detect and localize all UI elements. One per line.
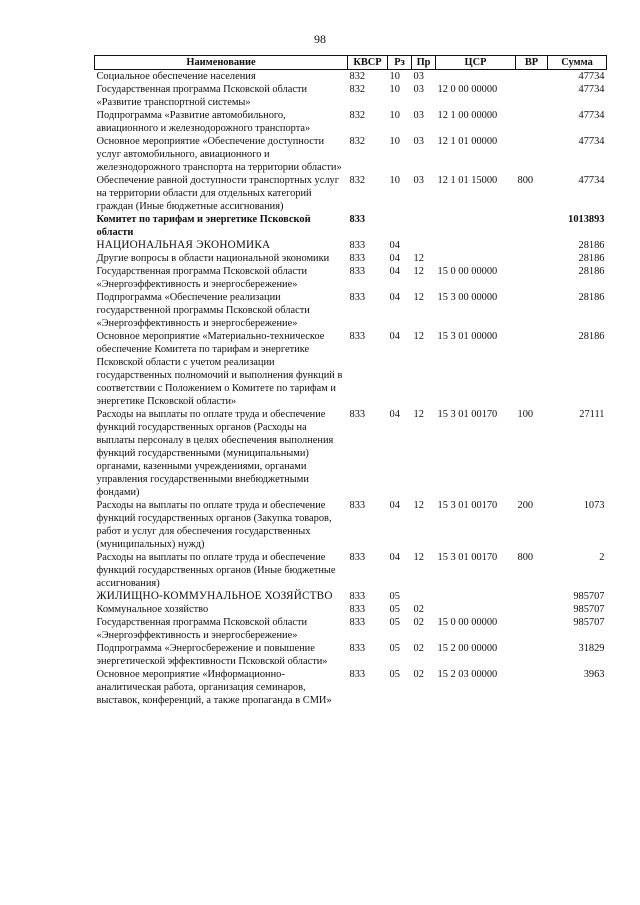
row-pr: 12 (413, 552, 424, 563)
row-rz: 04 (389, 409, 400, 420)
row-kvsr: 833 (349, 669, 366, 680)
row-pr: 03 (413, 71, 424, 82)
row-rz: 04 (389, 253, 400, 264)
row-csr: 15 3 01 00000 (437, 331, 498, 342)
row-kvsr: 833 (349, 214, 366, 225)
row-sum: 47734 (578, 175, 605, 186)
row-rz: 10 (389, 175, 400, 186)
row-pr: 12 (413, 409, 424, 420)
row-pr: 03 (413, 175, 424, 186)
row-name: Подпрограмма «Энергосбережение и повышение энергетической эффективности Псковской области» (96, 643, 328, 667)
row-vr (516, 135, 548, 174)
row-sum: 47734 (578, 71, 605, 82)
row-kvsr: 833 (349, 500, 366, 511)
row-csr: 15 3 00 00000 (437, 292, 498, 303)
row-name: Основное мероприятие «Материально-техническое обеспечение Комитета по тарифам и энергетике Псковской области с учетом реализации государственных полномочий и выполнения функций в соответствии с Положением о Комитете по тарифам и энергетике Псковской области» (96, 331, 343, 407)
row-csr: 15 0 00 00000 (437, 266, 498, 277)
row-sum: 3963 (583, 669, 605, 680)
table-body (95, 70, 607, 708)
table-row (95, 83, 607, 109)
row-rz: 04 (389, 552, 400, 563)
row-kvsr: 833 (349, 253, 366, 264)
row-kvsr: 833 (349, 552, 366, 563)
row-vr: 200 (517, 500, 534, 511)
row-vr (516, 252, 548, 265)
row-vr (516, 213, 548, 239)
row-name: Расходы на выплаты по оплате труда и обеспечение функций государственных органов (Закупка товаров, работ и услуг для обеспечения государственных (муниципальных) нужд) (96, 500, 332, 550)
table-row (95, 213, 607, 239)
row-name: Подпрограмма «Развитие автомобильного, авиационного и железнодорожного транспорта» (96, 110, 311, 134)
row-name: Расходы на выплаты по оплате труда и обеспечение функций государственных органов (Иные бюджетные ассигнования) (96, 552, 336, 589)
row-kvsr: 833 (349, 591, 366, 602)
row-rz: 10 (389, 84, 400, 95)
row-pr: 03 (413, 84, 424, 95)
row-vr (516, 291, 548, 330)
table-row (95, 239, 607, 252)
row-kvsr: 832 (349, 84, 366, 95)
row-sum: 31829 (578, 643, 605, 654)
table-row (95, 174, 607, 213)
row-name: Обеспечение равной доступности транспортных услуг на территории области для отдельных категорий граждан (Иные бюджетные ассигнования) (96, 175, 339, 212)
row-vr (516, 668, 548, 707)
row-rz: 04 (389, 240, 400, 251)
row-vr (516, 109, 548, 135)
header-vr: ВР (516, 56, 548, 70)
header-name: Наименование (95, 56, 348, 70)
row-pr: 12 (413, 253, 424, 264)
page-number: 98 (314, 32, 326, 46)
table-row (95, 291, 607, 330)
row-vr: 100 (517, 409, 534, 420)
row-pr: 12 (413, 292, 424, 303)
row-sum: 47734 (578, 136, 605, 147)
row-rz: 04 (389, 292, 400, 303)
table-row (95, 499, 607, 551)
row-csr (436, 239, 516, 252)
row-pr: 12 (413, 331, 424, 342)
header-pr: Пр (412, 56, 436, 70)
row-sum: 2 (599, 552, 605, 563)
header-csr: ЦСР (436, 56, 516, 70)
row-csr: 12 1 01 00000 (437, 136, 498, 147)
row-rz: 04 (389, 500, 400, 511)
row-sum: 28186 (578, 266, 605, 277)
row-kvsr: 832 (349, 110, 366, 121)
row-sum: 28186 (578, 253, 605, 264)
row-sum: 47734 (578, 110, 605, 121)
row-csr (436, 252, 516, 265)
row-pr: 03 (413, 136, 424, 147)
row-sum: 985707 (573, 604, 605, 615)
row-name: Другие вопросы в области национальной экономики (96, 253, 330, 264)
row-kvsr: 833 (349, 409, 366, 420)
row-name: Государственная программа Псковской области «Развитие транспортной системы» (96, 84, 308, 108)
table-row (95, 109, 607, 135)
row-pr: 02 (413, 617, 424, 628)
header-kvsr: КВСР (348, 56, 388, 70)
row-csr (436, 70, 516, 84)
table-row (95, 70, 607, 84)
row-csr (436, 213, 516, 239)
row-vr (516, 616, 548, 642)
row-rz: 10 (389, 136, 400, 147)
row-kvsr: 832 (349, 175, 366, 186)
row-rz (388, 213, 412, 239)
row-rz: 05 (389, 669, 400, 680)
row-csr: 15 3 01 00170 (437, 552, 498, 563)
table-row (95, 642, 607, 668)
row-sum: 27111 (579, 409, 605, 420)
row-name: Коммунальное хозяйство (96, 604, 209, 615)
row-sum: 985707 (573, 591, 605, 602)
row-pr (412, 239, 436, 252)
row-csr (436, 603, 516, 616)
row-pr: 02 (413, 604, 424, 615)
row-name: Расходы на выплаты по оплате труда и обеспечение функций государственных органов (Расходы на выплаты персоналу в целях обеспечения выполнения функций государственными (муниципальными) органами, казенными учреждениями, органами управления государственными внебюджетными фондами) (96, 409, 334, 498)
row-pr: 02 (413, 643, 424, 654)
row-sum: 985707 (573, 617, 605, 628)
row-vr (516, 330, 548, 408)
table-row (95, 135, 607, 174)
row-vr (516, 603, 548, 616)
row-rz: 10 (389, 71, 400, 82)
row-vr (516, 590, 548, 603)
row-rz: 05 (389, 591, 400, 602)
row-kvsr: 833 (349, 240, 366, 251)
row-csr: 12 1 01 15000 (437, 175, 498, 186)
table-row (95, 265, 607, 291)
row-csr: 15 3 01 00170 (437, 409, 498, 420)
row-sum: 28186 (578, 292, 605, 303)
table-row (95, 408, 607, 499)
row-pr: 02 (413, 669, 424, 680)
table-row (95, 603, 607, 616)
row-name: Государственная программа Псковской области «Энергоэффективность и энергосбережение» (96, 617, 308, 641)
row-pr (412, 590, 436, 603)
table-row (95, 616, 607, 642)
row-csr: 15 2 00 00000 (437, 643, 498, 654)
table-row (95, 590, 607, 603)
row-rz: 05 (389, 643, 400, 654)
row-name: Подпрограмма «Обеспечение реализации государственной программы Псковской области «Энергоэффективность и энергосбережение» (96, 292, 310, 329)
row-vr (516, 642, 548, 668)
row-kvsr: 832 (349, 71, 366, 82)
row-rz: 05 (389, 604, 400, 615)
row-vr (516, 83, 548, 109)
row-sum: 28186 (578, 331, 605, 342)
table-row (95, 252, 607, 265)
row-csr (436, 590, 516, 603)
budget-table (94, 55, 607, 707)
row-kvsr: 832 (349, 136, 366, 147)
row-name: Основное мероприятие «Обеспечение доступности услуг автомобильного, авиационного и железнодорожного транспорта на территории области» (96, 136, 342, 173)
header-rz: Рз (388, 56, 412, 70)
row-csr: 15 3 01 00170 (437, 500, 498, 511)
row-sum: 47734 (578, 84, 605, 95)
row-rz: 04 (389, 266, 400, 277)
row-pr (412, 213, 436, 239)
row-sum: 1073 (583, 500, 605, 511)
row-csr: 15 0 00 00000 (437, 617, 498, 628)
row-name: Социальное обеспечение населения (96, 71, 256, 82)
row-sum: 28186 (578, 240, 605, 251)
table-header (95, 56, 607, 70)
table-row (95, 330, 607, 408)
table-row (95, 551, 607, 590)
row-pr: 12 (413, 500, 424, 511)
row-kvsr: 833 (349, 604, 366, 615)
row-kvsr: 833 (349, 331, 366, 342)
row-name: НАЦИОНАЛЬНАЯ ЭКОНОМИКА (96, 239, 271, 251)
row-name: ЖИЛИЩНО-КОММУНАЛЬНОЕ ХОЗЯЙСТВО (96, 590, 333, 602)
row-kvsr: 833 (349, 617, 366, 628)
row-kvsr: 833 (349, 292, 366, 303)
row-rz: 04 (389, 331, 400, 342)
row-csr: 12 1 00 00000 (437, 110, 498, 121)
row-vr: 800 (517, 552, 534, 563)
row-name: Комитет по тарифам и энергетике Псковской области (96, 214, 311, 238)
row-name: Основное мероприятие «Информационно-аналитическая работа, организация семинаров, выставок, конференций, а также пропаганда в СМИ» (96, 669, 332, 706)
row-vr (516, 239, 548, 252)
row-kvsr: 833 (349, 643, 366, 654)
row-csr: 12 0 00 00000 (437, 84, 498, 95)
row-pr: 12 (413, 266, 424, 277)
row-name: Государственная программа Псковской области «Энергоэффективность и энергосбережение» (96, 266, 308, 290)
row-csr: 15 2 03 00000 (437, 669, 498, 680)
row-rz: 10 (389, 110, 400, 121)
header-sum: Сумма (548, 56, 607, 70)
table-row (95, 668, 607, 707)
row-kvsr: 833 (349, 266, 366, 277)
row-rz: 05 (389, 617, 400, 628)
row-vr (516, 265, 548, 291)
row-vr: 800 (517, 175, 534, 186)
row-vr (516, 70, 548, 84)
row-pr: 03 (413, 110, 424, 121)
row-sum: 1013893 (568, 214, 605, 225)
